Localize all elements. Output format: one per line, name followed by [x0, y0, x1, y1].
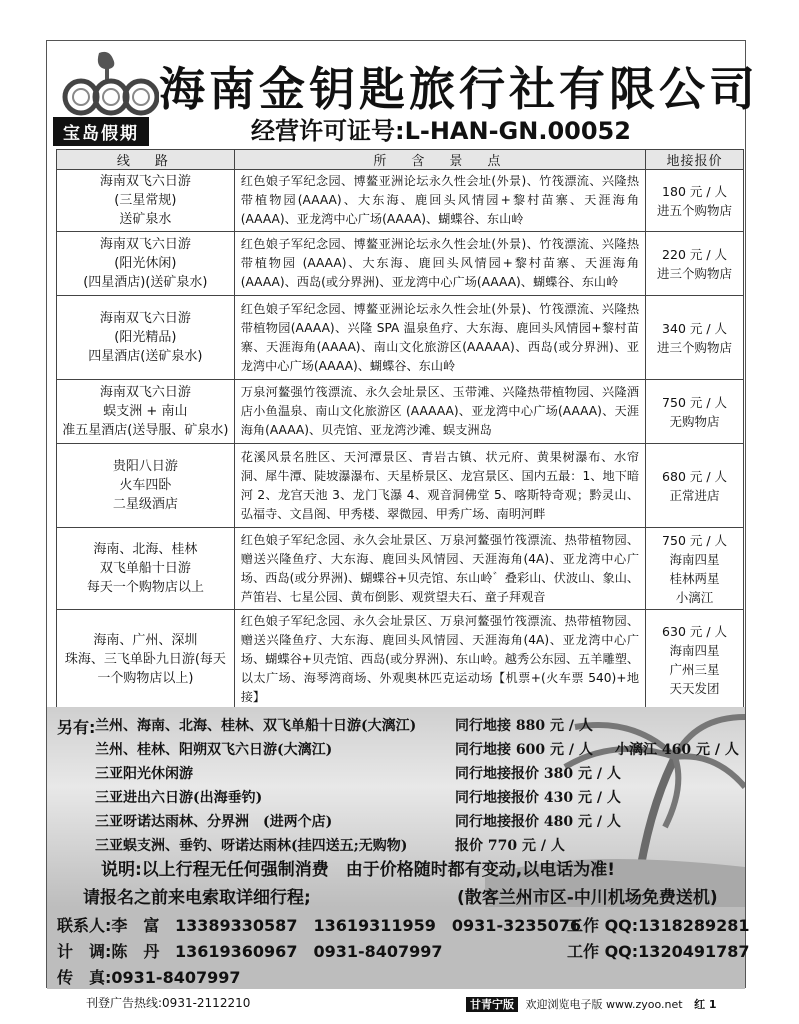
- extra-item: 兰州、桂林、阳朔双飞六日游(大漓江): [95, 742, 333, 758]
- extra-price-extra: 小漓江 460 元 / 人: [615, 742, 739, 758]
- price-cell: 340 元 / 人 进三个购物店: [646, 296, 744, 380]
- price-cell: 750 元 / 人 无购物店: [646, 380, 744, 444]
- pricing-note: 说明:以上行程无任何强制消费 由于价格随时都有变动,以电话为准!: [101, 860, 616, 880]
- spots-cell: 花溪风景名胜区、天河潭景区、青岩古镇、状元府、黄果树瀑布、水帘洞、犀牛潭、陡坡瀑瀑布、天星桥景区、龙宫景区、国内五最：1、地下暗河 2、龙宫天池 3、龙门飞瀑 4、观音洞佛堂 5、喀斯特奇观；黔灵山、弘福寺、文昌阁、甲秀楼、翠微园、甲秀广场、南明河畔: [234, 444, 645, 528]
- table-row: [57, 528, 744, 610]
- price-cell: 680 元 / 人 正常进店: [646, 444, 744, 528]
- footer-bar: [466, 996, 717, 1012]
- ad-hotline: 刊登广告热线:0931-2112210: [86, 996, 251, 1010]
- route-cell: 海南双飞六日游 (阳光精品) 四星酒店(送矿泉水): [57, 296, 235, 380]
- spots-cell: 红色娘子军纪念园、永久会址景区、万泉河鳌强竹筏漂流、热带植物园、赠送兴隆鱼疗、大东海、鹿回头风情园、天涯海角(4A)、亚龙湾中心广场、蝴蝶谷+贝壳馆、西岛(或分界洲)、东山岭。越秀公东园、五羊雕塑、以太广场、海琴湾商场、外观奥林匹克运动场【机票+(火车票 540)+地接】: [234, 610, 645, 710]
- extra-price: 报价 770 元 / 人: [455, 838, 565, 854]
- key-logo-icon: [59, 49, 159, 119]
- extra-price: 同行地接报价 380 元 / 人: [455, 766, 621, 782]
- spots-cell: 红色娘子军纪念园、永久会址景区、万泉河鳌强竹筏漂流、热带植物园、赠送兴隆鱼疗、大东海、鹿回头风情园、天涯海角(4A)、亚龙湾中心广场、西岛(或分界洲)、蝴蝶谷+贝壳馆、东山岭゛叠彩山、伏波山、象山、芦笛岩、七星公园、黄布倒影、观赏望夫石、童子拜观音: [234, 528, 645, 610]
- extra-item: 三亚蜈支洲、垂钓、呀诺达雨林(挂四送五;无购物): [95, 838, 408, 854]
- table-row: [57, 170, 744, 232]
- extra-price: 同行地接 600 元 / 人: [455, 742, 593, 758]
- header: [47, 41, 759, 145]
- table-row: [57, 610, 744, 710]
- company-name: 海南金钥匙旅行社有限公司: [159, 62, 759, 116]
- header-price: 地接报价: [646, 150, 744, 170]
- extra-price: 同行地接报价 430 元 / 人: [455, 790, 621, 806]
- enquiry-callout: 请报名之前来电索取详细行程;: [83, 888, 311, 907]
- route-cell: 贵阳八日游 火车四卧 二星级酒店: [57, 444, 235, 528]
- extras-panel: [47, 707, 745, 907]
- table-row: [57, 444, 744, 528]
- route-cell: 海南双飞六日游 (阳光休闲) (四星酒店)(送矿泉水): [57, 232, 235, 296]
- routes-table: [56, 149, 744, 710]
- footer-website: 欢迎浏览电子版 www.zyoo.net: [525, 998, 683, 1011]
- page-number: 红 1: [694, 998, 717, 1011]
- table-row: [57, 232, 744, 296]
- contact-person-row: [57, 913, 581, 936]
- extras-lead: 另有:: [57, 718, 96, 737]
- table-row: [57, 296, 744, 380]
- spots-cell: 红色娘子军纪念园、博鳌亚洲论坛永久性会址(外景)、竹筏漂流、兴隆热带植物园(AAAA)、大东海、鹿回头风情园+黎村苗寨、天涯海角(AAAA)、亚龙湾中心广场(AAAA)、蝴蝶谷、东山岭: [234, 170, 645, 232]
- contact-person: 联系人:李 富: [57, 916, 160, 935]
- edition-tag: 甘青宁版: [466, 997, 518, 1012]
- airport-shuttle-note: (散客兰州市区-中川机场免费送机): [457, 888, 718, 907]
- badge-baodao: 宝岛假期: [53, 117, 149, 146]
- price-cell: 750 元 / 人 海南四星 桂林两星 小漓江: [646, 528, 744, 610]
- spots-cell: 万泉河鳌强竹筏漂流、永久会址景区、玉带滩、兴隆热带植物园、兴隆酒店小鱼温泉、南山文化旅游区 (AAAAA)、亚龙湾中心广场(AAAA)、天涯海角(AAAA)、贝壳馆、亚龙湾沙滩、蜈支洲岛: [234, 380, 645, 444]
- price-cell: 220 元 / 人 进三个购物店: [646, 232, 744, 296]
- price-cell: 180 元 / 人 进五个购物店: [646, 170, 744, 232]
- coordinator-row: [57, 939, 443, 962]
- extra-item: 三亚呀诺达雨林、分界洲 (进两个店): [95, 814, 333, 830]
- qq-2: 工作 QQ:1320491787: [567, 942, 750, 961]
- spots-cell: 红色娘子军纪念园、博鳌亚洲论坛永久性会址(外景)、竹筏漂流、兴隆热带植物园(AAAA)、兴隆 SPA 温泉鱼疗、大东海、鹿回头风情园+黎村苗寨、天涯海角(AAAA)、南山文化旅游区(AAAAA)、西岛(或分界洲)、亚龙湾中心广场(AAAA)、蝴蝶谷、东山岭: [234, 296, 645, 380]
- contact-phones: 13389330587 13619311959 0931-3235076: [174, 916, 582, 935]
- license-number: 经营许可证号:L-HAN-GN.00052: [251, 117, 631, 145]
- extra-item: 三亚阳光休闲游: [95, 766, 193, 782]
- fax-row: 传 真:0931-8407997: [57, 968, 241, 987]
- ad-frame: [46, 40, 759, 988]
- table-header-row: [57, 150, 744, 170]
- qq-1: 工作 QQ:1318289281: [567, 916, 750, 935]
- extra-price: 同行地接 880 元 / 人: [455, 718, 593, 734]
- extra-item: 三亚进出六日游(出海垂钓): [95, 790, 263, 806]
- route-cell: 海南双飞六日游 (三星常规) 送矿泉水: [57, 170, 235, 232]
- coordinator-phones: 13619360967 0931-8407997: [174, 942, 443, 961]
- route-cell: 海南、北海、桂林 双飞单船十日游 每天一个购物店以上: [57, 528, 235, 610]
- spots-cell: 红色娘子军纪念园、博鳌亚洲论坛永久性会址(外景)、竹筏漂流、兴隆热带植物园 (AAAA)、大东海、鹿回头风情园+黎村苗寨、天涯海角(AAAA)、西岛(或分界洲)、亚龙湾中心广场(AAAA)、蝴蝶谷、东山岭: [234, 232, 645, 296]
- header-route: 线 路: [57, 150, 235, 170]
- price-cell: 630 元 / 人 海南四星 广州三星 天天发团: [646, 610, 744, 710]
- coordinator-person: 计 调:陈 丹: [57, 942, 160, 961]
- contact-panel: [47, 907, 750, 989]
- extra-price: 同行地接报价 480 元 / 人: [455, 814, 621, 830]
- table-row: [57, 380, 744, 444]
- header-spots: 所 含 景 点: [234, 150, 645, 170]
- route-cell: 海南双飞六日游 蜈支洲 + 南山 准五星酒店(送导服、矿泉水): [57, 380, 235, 444]
- route-cell: 海南、广州、深圳 珠海、三飞单卧九日游(每天 一个购物店以上): [57, 610, 235, 710]
- extra-item: 兰州、海南、北海、桂林、双飞单船十日游(大漓江): [95, 718, 417, 734]
